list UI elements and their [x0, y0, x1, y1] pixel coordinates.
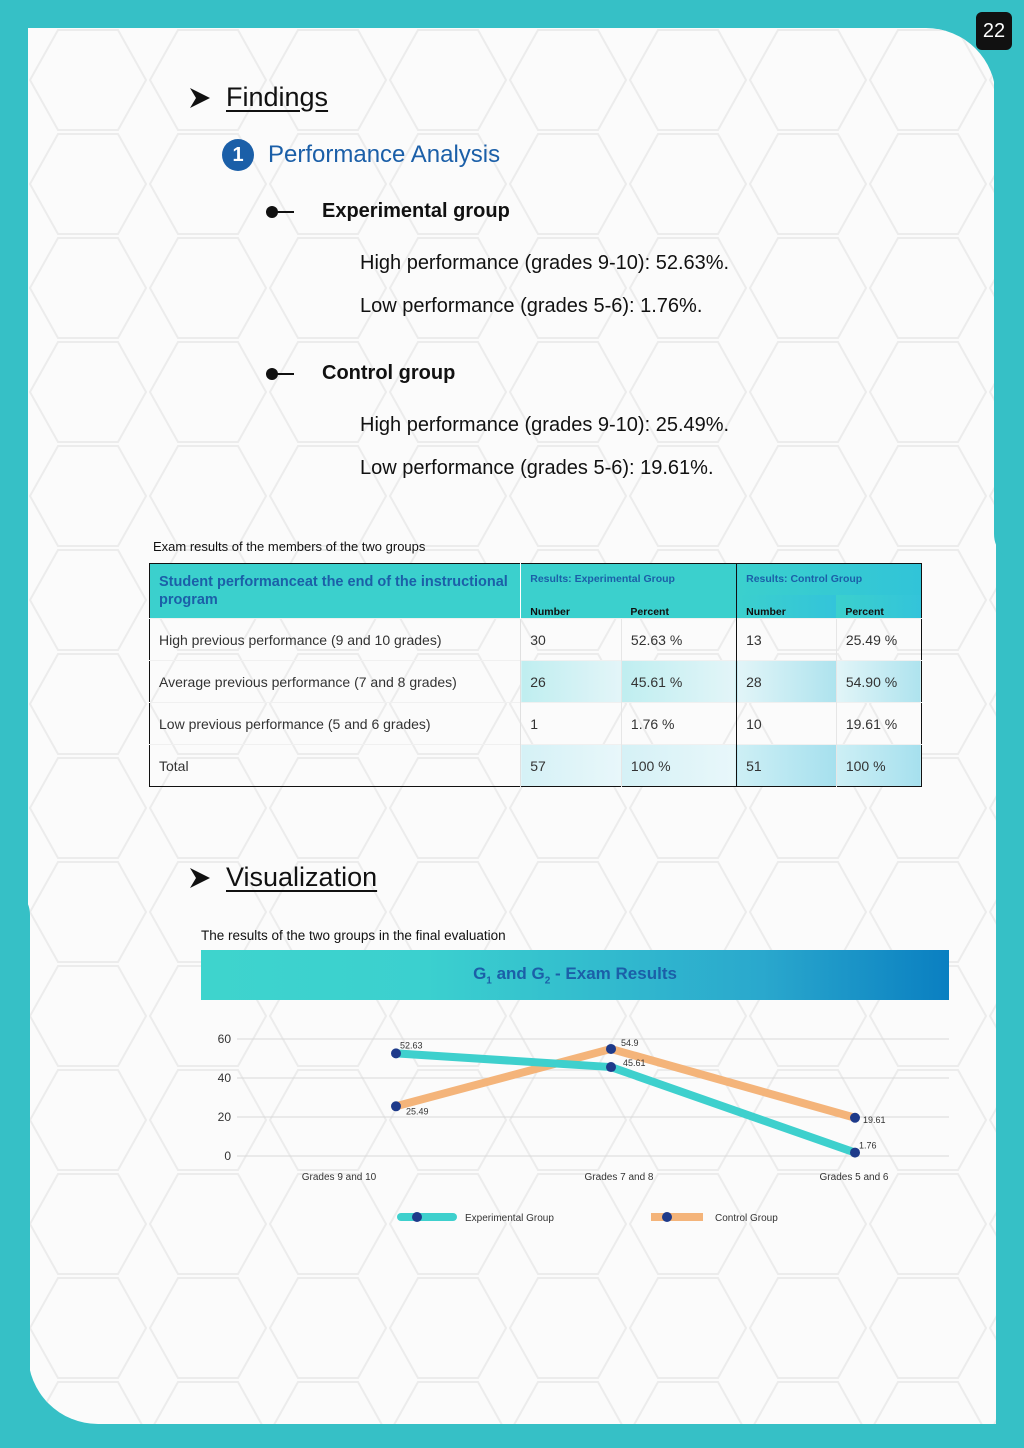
y-tick-label: 0 — [224, 1149, 231, 1163]
data-point — [391, 1101, 401, 1111]
row-label: Total — [150, 745, 521, 787]
section-number-badge: 1 — [222, 139, 254, 171]
exp-number-cell: 26 — [521, 661, 622, 703]
row-label: High previous performance (9 and 10 grades) — [150, 619, 521, 661]
legend-label: Experimental Group — [465, 1213, 554, 1224]
page-number: 22 — [976, 12, 1012, 50]
findings-title: Findings — [226, 82, 329, 112]
experimental-group-heading — [266, 200, 510, 223]
control-low-stat: Low performance (grades 5-6): 19.61%. — [360, 457, 714, 479]
visualization-title: Visualization — [226, 862, 378, 892]
x-tick-label: Grades 7 and 8 — [584, 1172, 654, 1183]
exp-percent-cell: 100 % — [621, 745, 736, 787]
exp-number-cell: 57 — [521, 745, 622, 787]
data-point — [606, 1062, 616, 1072]
data-label: 45.61 — [623, 1058, 646, 1069]
table-header-percent: Percent — [621, 595, 736, 619]
performance-analysis-title: Performance Analysis — [268, 141, 501, 168]
line-chart — [201, 1025, 951, 1235]
ctl-percent-cell: 25.49 % — [836, 619, 921, 661]
data-point — [850, 1113, 860, 1123]
table-caption: Exam results of the members of the two groups — [153, 539, 426, 554]
experimental-group-title: Experimental group — [322, 200, 510, 222]
exp-number-cell: 1 — [521, 703, 622, 745]
ctl-number-cell: 10 — [737, 703, 837, 745]
y-tick-label: 20 — [217, 1110, 231, 1124]
control-group-title: Control group — [322, 362, 456, 384]
table-row — [150, 661, 922, 703]
control-group-heading — [266, 362, 455, 385]
table-header-percent: Percent — [836, 595, 921, 619]
data-label: 19.61 — [863, 1114, 886, 1125]
exp-percent-cell: 52.63 % — [621, 619, 736, 661]
x-tick-label: Grades 9 and 10 — [301, 1172, 377, 1183]
y-tick-label: 60 — [217, 1032, 231, 1046]
visualization-heading — [188, 862, 377, 893]
chart-caption: The results of the two groups in the final evaluation — [201, 928, 506, 943]
table-header-number: Number — [521, 595, 622, 619]
chart-title-banner — [201, 950, 949, 1000]
findings-heading — [188, 82, 328, 113]
table-header-experimental: Results: Experimental Group — [521, 564, 737, 595]
data-label: 25.49 — [406, 1106, 429, 1117]
experimental-high-stat: High performance (grades 9-10): 52.63%. — [360, 252, 730, 274]
bullet-icon — [266, 368, 296, 380]
bullet-icon — [266, 206, 296, 218]
chevron-right-icon — [188, 86, 212, 110]
chevron-right-icon — [188, 866, 212, 890]
table-header-main: Student performanceat the end of the instructional program — [150, 564, 521, 619]
ctl-number-cell: 28 — [737, 661, 837, 703]
data-point — [606, 1044, 616, 1054]
row-label: Average previous performance (7 and 8 grades) — [150, 661, 521, 703]
results-table — [149, 563, 922, 787]
ctl-percent-cell: 54.90 % — [836, 661, 921, 703]
data-label: 1.76 — [859, 1140, 877, 1151]
data-label: 54.9 — [621, 1037, 639, 1048]
exp-percent-cell: 1.76 % — [621, 703, 736, 745]
ctl-number-cell: 13 — [737, 619, 837, 661]
data-label: 52.63 — [400, 1040, 423, 1051]
legend-marker — [412, 1212, 422, 1222]
legend-label: Control Group — [715, 1213, 778, 1224]
ctl-percent-cell: 19.61 % — [836, 703, 921, 745]
chart-title: $G_1$ and $G_2$ - Exam Results — [473, 963, 677, 987]
table-row — [150, 619, 922, 661]
table-row — [150, 703, 922, 745]
table-header-number: Number — [737, 595, 837, 619]
x-tick-label: Grades 5 and 6 — [819, 1172, 889, 1183]
performance-analysis-heading — [222, 139, 500, 171]
table-row-total — [150, 745, 922, 787]
y-tick-label: 40 — [217, 1071, 231, 1085]
control-high-stat: High performance (grades 9-10): 25.49%. — [360, 414, 730, 436]
table-header-control: Results: Control Group — [737, 564, 922, 595]
series-line-experimental — [396, 1053, 855, 1152]
ctl-number-cell: 51 — [737, 745, 837, 787]
exp-percent-cell: 45.61 % — [621, 661, 736, 703]
ctl-percent-cell: 100 % — [836, 745, 921, 787]
legend-marker — [662, 1212, 672, 1222]
exp-number-cell: 30 — [521, 619, 622, 661]
experimental-low-stat: Low performance (grades 5-6): 1.76%. — [360, 295, 703, 317]
row-label: Low previous performance (5 and 6 grades) — [150, 703, 521, 745]
